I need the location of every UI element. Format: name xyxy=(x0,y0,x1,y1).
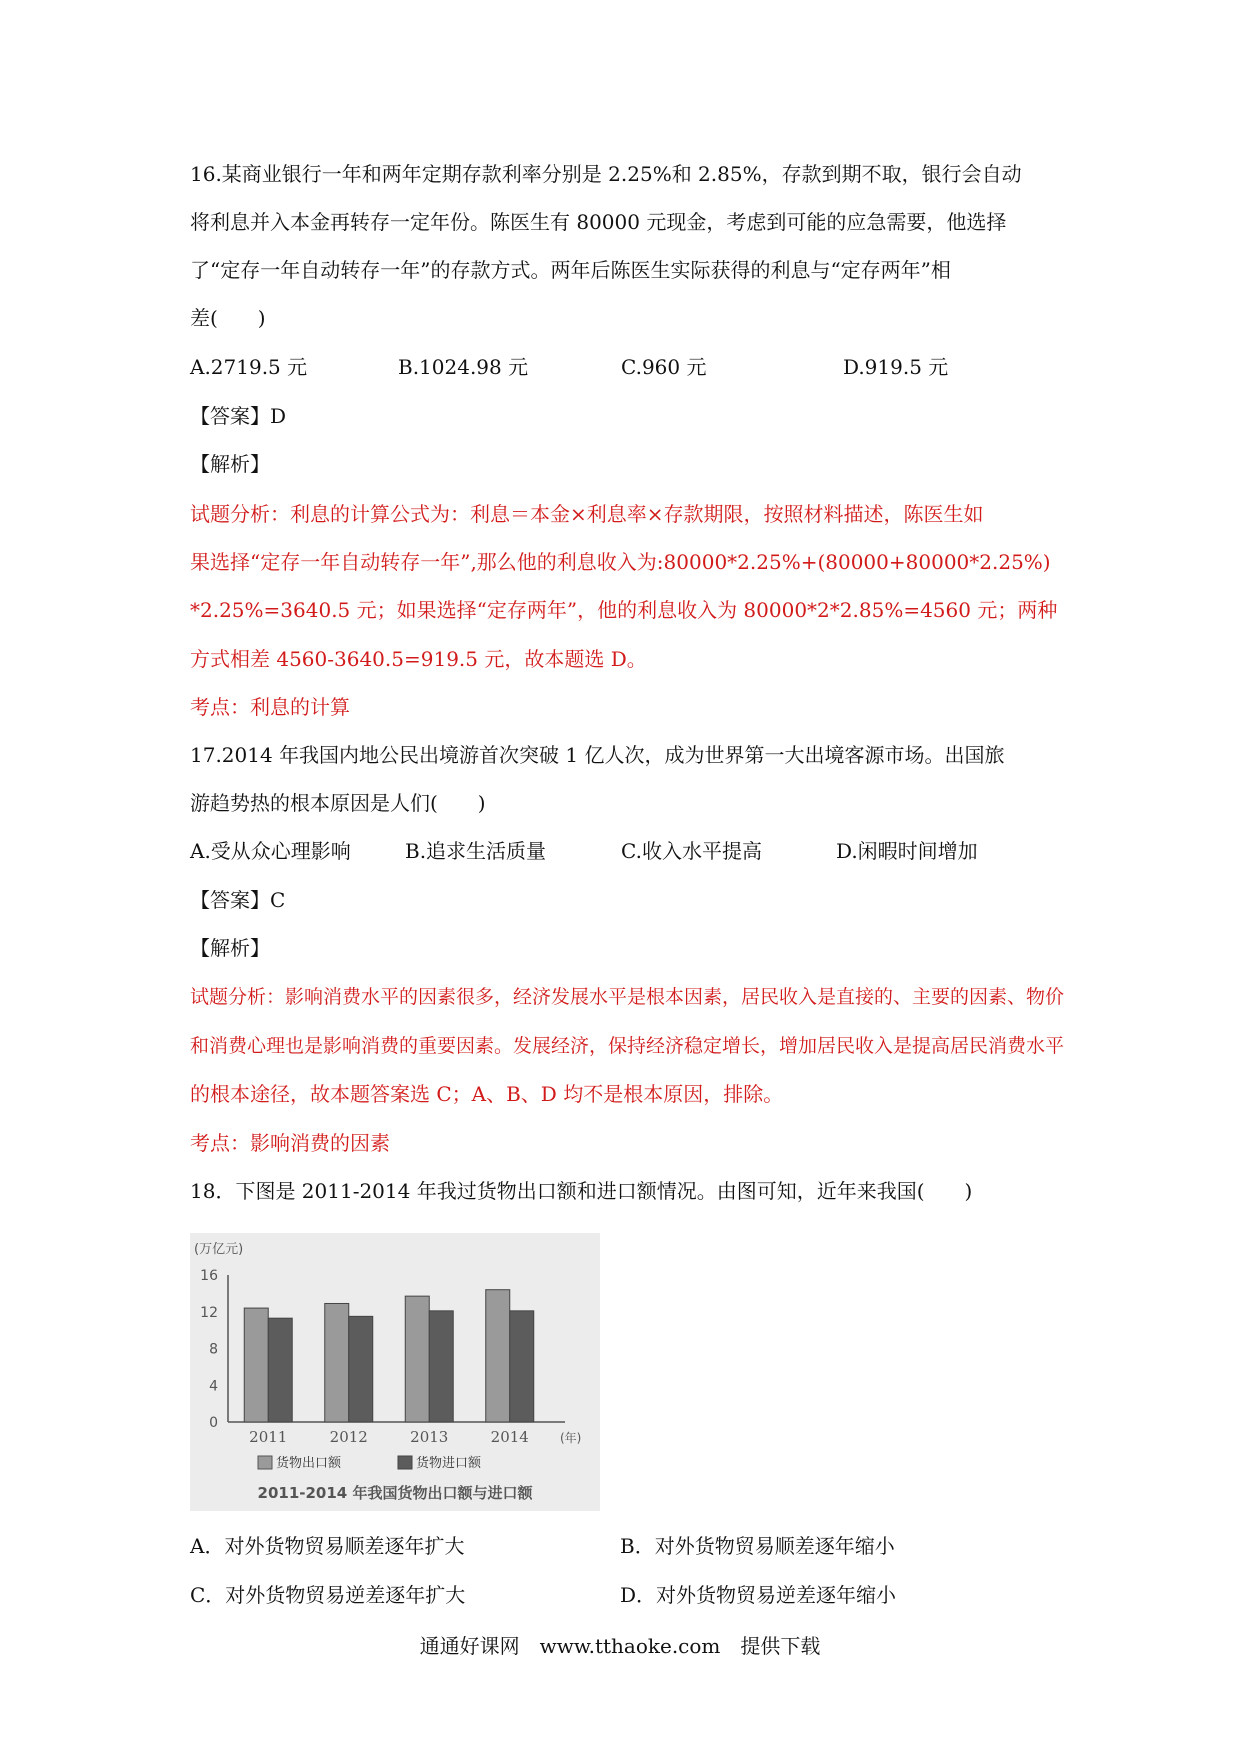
x-tick-label: 2013 xyxy=(410,1428,449,1446)
q17-answer: 【答案】C xyxy=(190,888,286,912)
bar-export xyxy=(244,1308,268,1422)
bar-import xyxy=(429,1311,453,1422)
q16-option-c: C.960 元 xyxy=(621,355,707,379)
y-tick-label: 8 xyxy=(209,1341,218,1358)
q17-option-b: B.追求生活质量 xyxy=(405,839,547,863)
x-tick-label: 2011 xyxy=(249,1428,288,1446)
q18-option-b: B．对外货物贸易顺差逐年缩小 xyxy=(620,1534,895,1558)
footer-credit: 通通好课网 www.tthaoke.com 提供下载 xyxy=(419,1634,821,1658)
q16-option-d: D.919.5 元 xyxy=(843,355,949,379)
y-tick-label: 0 xyxy=(209,1415,218,1431)
legend-swatch-import xyxy=(398,1456,412,1469)
chart-caption: 2011-2014 年我国货物出口额与进口额 xyxy=(257,1484,533,1502)
q16-point: 考点：利息的计算 xyxy=(190,695,350,719)
q18-option-c: C．对外货物贸易逆差逐年扩大 xyxy=(190,1583,466,1607)
q16-analysis-label: 【解析】 xyxy=(190,452,270,476)
bar-export xyxy=(325,1303,349,1422)
y-tick-label: 16 xyxy=(200,1268,218,1284)
q16-analysis-line-2: 果选择“定存一年自动转存一年”,那么他的利息收入为:80000*2.25%+(80000+80000*2.25%) xyxy=(190,550,1051,574)
q16-line-3: 了“定存一年自动转存一年”的存款方式。两年后陈医生实际获得的利息与“定存两年”相 xyxy=(190,258,951,282)
q17-option-c: C.收入水平提高 xyxy=(621,839,762,863)
q18-stem: 18．下图是 2011-2014 年我过货物出口额和进口额情况。由图可知，近年来我国( ) xyxy=(190,1179,973,1203)
y-tick-label: 4 xyxy=(209,1378,218,1395)
q16-option-b: B.1024.98 元 xyxy=(398,355,529,379)
x-tick-label: 2014 xyxy=(490,1428,529,1446)
trade-chart-svg xyxy=(190,1233,600,1511)
bar-import xyxy=(349,1316,373,1422)
q17-analysis-line-1: 试题分析：影响消费水平的因素很多，经济发展水平是根本因素，居民收入是直接的、主要的因素、物价 xyxy=(190,986,1065,1008)
q17-line-1: 17.2014 年我国内地公民出境游首次突破 1 亿人次，成为世界第一大出境客源市场。出国旅 xyxy=(190,743,1005,767)
trade-chart xyxy=(190,1233,600,1511)
q16-line-2: 将利息并入本金再转存一定年份。陈医生有 80000 元现金，考虑到可能的应急需要，他选择 xyxy=(190,210,1007,234)
bar-export xyxy=(486,1290,510,1422)
y-tick-label: 12 xyxy=(200,1304,218,1321)
bar-export xyxy=(405,1296,429,1422)
x-unit-label: (年) xyxy=(560,1431,582,1445)
unit-label: (万亿元) xyxy=(194,1242,244,1257)
q16-line-1: 16.某商业银行一年和两年定期存款利率分别是 2.25%和 2.85%，存款到期不取，银行会自动 xyxy=(190,162,1022,186)
q17-analysis-line-2: 和消费心理也是影响消费的重要因素。发展经济，保持经济稳定增长，增加居民收入是提高居民消费水平 xyxy=(190,1035,1065,1057)
q17-analysis-line-3: 的根本途径，故本题答案选 C；A、B、D 均不是根本原因，排除。 xyxy=(190,1082,784,1106)
q17-line-2: 游趋势热的根本原因是人们( ) xyxy=(190,791,486,815)
x-tick-label: 2012 xyxy=(329,1428,368,1446)
q16-analysis-line-1: 试题分析：利息的计算公式为：利息＝本金×利息率×存款期限，按照材料描述，陈医生如 xyxy=(190,502,984,526)
legend-label-export: 货物出口额 xyxy=(276,1456,342,1471)
q18-option-a: A．对外货物贸易顺差逐年扩大 xyxy=(190,1534,465,1558)
bar-import xyxy=(268,1318,292,1422)
q16-analysis-line-4: 方式相差 4560-3640.5=919.5 元，故本题选 D。 xyxy=(190,647,647,671)
q16-line-4: 差( ) xyxy=(190,306,266,330)
q17-option-d: D.闲暇时间增加 xyxy=(836,839,978,863)
q16-answer: 【答案】D xyxy=(190,404,287,428)
q17-analysis-label: 【解析】 xyxy=(190,936,270,960)
q17-point: 考点：影响消费的因素 xyxy=(190,1131,390,1155)
legend-label-import: 货物进口额 xyxy=(416,1456,482,1471)
q17-option-a: A.受从众心理影响 xyxy=(190,839,351,863)
legend-swatch-export xyxy=(258,1456,272,1469)
q16-analysis-line-3: *2.25%=3640.5 元；如果选择“定存两年”，他的利息收入为 80000*2*2.85%=4560 元；两种 xyxy=(190,598,1058,622)
q18-option-d: D．对外货物贸易逆差逐年缩小 xyxy=(620,1583,897,1607)
bar-import xyxy=(510,1311,534,1422)
q16-option-a: A.2719.5 元 xyxy=(190,355,308,379)
